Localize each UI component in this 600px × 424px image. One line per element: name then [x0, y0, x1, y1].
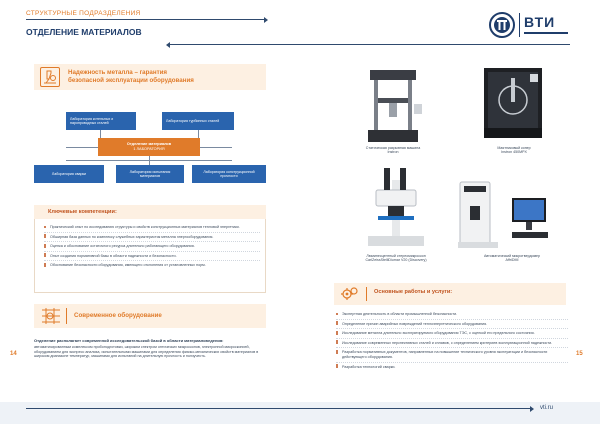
list-separator	[336, 328, 568, 329]
work-item: Исследование металла длительно эксплуатируемого оборудования ТЭС, с оценкой его предельного состояния.	[336, 331, 568, 336]
microscope-icon	[41, 68, 59, 86]
lab-testing: Лаборатория испытания материалов	[116, 165, 184, 183]
modern-title: Современное оборудование	[74, 312, 162, 319]
reliability-icon-frame	[40, 67, 60, 87]
page-number-right: 15	[576, 351, 583, 357]
caption-1-line1: Статическая разрывная машина	[365, 146, 421, 150]
work-item: Исследование современных перспективных сталей и сплавов, с определением критериев эксплуатационной надежности.	[336, 341, 568, 346]
tensile-machine-photo	[362, 68, 424, 144]
logo-divider	[519, 13, 520, 37]
works-title: Основные работы и услуги:	[374, 289, 453, 295]
footer-divider	[26, 408, 532, 409]
competencies-title: Ключевые компетенции:	[48, 209, 117, 215]
page-title: ОТДЕЛЕНИЕ МАТЕРИАЛОВ	[26, 27, 142, 37]
work-item: Разработка технологий сварки.	[336, 365, 568, 370]
arrow-left-icon	[166, 42, 170, 48]
competency-item: Оценка и обоснование остаточного ресурса длительно работающего оборудования.	[44, 244, 260, 249]
modern-lead: Отделение располагает современной исследовательской базой в области материаловедения:	[34, 338, 224, 343]
caption-4-line1: Автоматический микротвердомер	[483, 254, 541, 258]
list-separator	[336, 362, 568, 363]
website-link[interactable]: vti.ru	[540, 405, 554, 411]
connector-h-top	[66, 147, 98, 148]
list-separator	[336, 338, 568, 339]
list-separator	[44, 232, 260, 233]
arrow-right-icon	[530, 406, 534, 412]
caption-2-line1: Маятниковый копер	[497, 146, 531, 150]
lab-welding: Лаборатория сварки	[34, 165, 104, 183]
section-divider	[26, 19, 266, 20]
center-title: Отделение материалов	[126, 142, 172, 146]
list-separator	[336, 319, 568, 320]
logo-underline	[524, 32, 568, 34]
lab-turbine: Лаборатория турбинных сталей	[162, 112, 234, 130]
microhardness-tester-photo	[452, 176, 558, 252]
work-item: Разработка нормативных документов, направленных на повышение технического уровня эксплуатации и безопасности действующего оборудования.	[336, 350, 568, 359]
modern-body: автоматизированным комплексом пробоподготовки, широким спектром оптических микроскопов, электронной микроскопией, оборудованием для экспресс анализа, испытательными машинами для определения физико-механических свойств материалов в широком диапазоне температур, машинами для испытаний на длительную прочность и ползучесть.	[34, 345, 259, 359]
photo-caption-1	[350, 146, 436, 155]
connector-v-left	[100, 130, 101, 138]
works-list-wrap	[336, 312, 568, 369]
competencies-list	[44, 225, 260, 268]
footer-band	[0, 402, 600, 424]
page-number-left: 14	[10, 351, 17, 357]
list-separator	[336, 347, 568, 348]
title-divider	[170, 44, 570, 45]
connector-v-right	[198, 130, 199, 138]
caption-4-line2: AffriDMI	[505, 258, 519, 263]
section-label: СТРУКТУРНЫЕ ПОДРАЗДЕЛЕНИЯ	[26, 10, 141, 17]
photo-caption-2	[466, 146, 562, 155]
list-separator	[44, 251, 260, 252]
work-item: Экспертная деятельность в области промышленной безопасности.	[336, 312, 568, 317]
competency-item: Практический опыт по исследованию структуры и свойств конструкционных материалов тепловой энергетики.	[44, 225, 260, 230]
modern-icon-divider	[66, 308, 67, 324]
work-item: Определение причин аварийных повреждений теплоэнергетического оборудования.	[336, 322, 568, 327]
competency-item: Обширная база данных по комплексу служебных характеристик металла энергооборудования.	[44, 235, 260, 240]
pendulum-tester-photo	[480, 64, 546, 142]
photo-caption-4	[464, 254, 560, 263]
connector-h-top-right	[200, 147, 232, 148]
competencies-list-wrap	[44, 225, 260, 268]
reliability-title-line2: безопасной эксплуатации оборудования	[68, 77, 194, 84]
center-department-box	[98, 138, 200, 156]
logo-text: ВТИ	[524, 14, 556, 30]
competency-item: Опыт создания нормативной базы в области надежности и безопасности.	[44, 254, 260, 259]
gears-icon	[340, 285, 360, 303]
caption-3-line2: CarlZeissStelliDiumar V20 (Discovery)	[365, 258, 427, 263]
lab-structural: Лаборатория конструкционной прочности	[192, 165, 266, 183]
caption-1-line2: Instron	[387, 150, 399, 155]
caption-3-line1: Люминесцентный стереомикроскоп	[366, 254, 426, 258]
equipment-icon	[40, 306, 62, 326]
reliability-title-line1: Надежность металла – гарантия	[68, 69, 168, 76]
list-separator	[44, 241, 260, 242]
connector-h-bottom	[66, 160, 232, 161]
arrow-right-icon	[264, 17, 268, 23]
vti-logo-icon	[488, 11, 516, 39]
caption-2-line2: Instron 450MPX	[501, 150, 527, 155]
list-separator	[44, 260, 260, 261]
competency-item: Обоснование безопасности оборудования, имеющего отклонения от установленных норм.	[44, 263, 260, 268]
lab-boilers: Лаборатория котельных и паропроводных сталей	[66, 112, 136, 130]
works-list	[336, 312, 568, 369]
stereo-microscope-photo	[358, 160, 434, 252]
works-icon-divider	[366, 287, 367, 301]
photo-caption-3	[344, 254, 448, 263]
center-subtitle: 1 ЛАБОРАТОРИЯ	[133, 147, 165, 151]
